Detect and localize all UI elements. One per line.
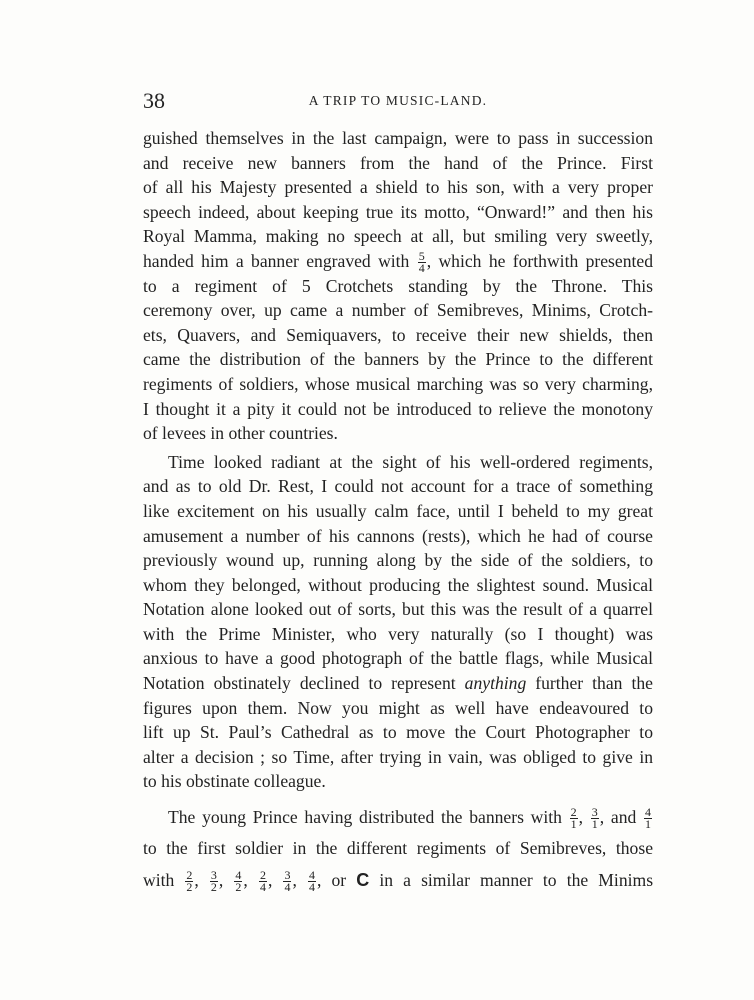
common-time-symbol: C: [356, 869, 370, 890]
fraction: $\frac{2}{1}$: [570, 805, 577, 832]
text-line: with $\frac{2}{2}$ , $\frac{3}{2}$ , $\frac{4}{2}$ , $\frac{2}{4}$ , $\frac{3}{4}$ , $\frac{4}{4}$ , or C in a similar manner to the Minims: [143, 868, 654, 895]
fraction: $\frac{3}{2}$: [210, 868, 217, 895]
page-body: [143, 126, 653, 899]
text-line: Notation alone looked out of sorts, but this was the result of a quarrel: [143, 599, 653, 620]
text-run: in a similar manner to the Minims: [379, 869, 654, 890]
text-line: ceremony over, up came a number of Semibreves, Minims, Crotch-: [143, 300, 653, 321]
text-line: whom they belonged, without producing the slightest sound. Musical: [143, 574, 653, 595]
text-line: I thought it a pity it could not be introduced to relieve the monotony: [143, 398, 653, 419]
text-run: , which he forthwith presented: [426, 250, 654, 271]
text-run: The young Prince having distributed the banners with: [168, 807, 562, 828]
text-line: Time looked radiant at the sight of his well-ordered regiments,: [168, 451, 653, 472]
fraction: $\frac{2}{2}$: [186, 868, 193, 895]
text-run: Notation obstinately declined to represent: [143, 673, 465, 694]
text-line: to his obstinate colleague.: [143, 771, 326, 792]
text-line: and as to old Dr. Rest, I could not account for a trace of something: [143, 476, 653, 497]
italic-text: anything: [464, 673, 527, 694]
text-line: of all his Majesty presented a shield to his son, with a very proper: [143, 177, 653, 198]
text-line: guished themselves in the last campaign, were to pass in succession: [143, 128, 653, 148]
text-line: previously wound up, running along by the side of the soldiers, to: [143, 550, 653, 571]
text-line: anxious to have a good photograph of the battle flags, while Musical: [143, 648, 653, 669]
fraction: $\frac{4}{4}$: [308, 868, 315, 895]
text-line: and receive new banners from the hand of the Prince. First: [143, 152, 653, 173]
text-line: lift up St. Paul’s Cathedral as to move the Court Photographer to: [143, 722, 653, 743]
text-line: The young Prince having distributed the banners with $\frac{2}{1}$ , $\frac{3}{1}$ , and $\frac{4}{1}$: [168, 805, 652, 832]
text-run: with: [143, 869, 175, 890]
text-run: further than the: [526, 673, 653, 694]
fraction: $\frac{3}{4}$: [284, 868, 291, 895]
fraction: $\frac{3}{1}$: [591, 805, 598, 832]
text-line: ets, Quavers, and Semiquavers, to receive their new shields, then: [143, 324, 653, 345]
text-line: with the Prime Minister, who very naturally (so I thought) was: [143, 623, 653, 644]
fraction: $\frac{2}{4}$: [259, 868, 266, 895]
text-line: speech indeed, about keeping true its motto, “Onward!” and then his: [143, 201, 653, 222]
paragraph: [143, 798, 653, 899]
text-line: like excitement on his usually calm face, until I beheld to my great: [143, 500, 653, 521]
text-line: [143, 249, 653, 274]
text-line: amusement a number of his cannons (rests), which he had of course: [143, 525, 653, 546]
page-number: 38: [143, 88, 165, 113]
text-line: figures upon them. Now you might as well have endeavoured to: [143, 697, 653, 718]
text-line: to the first soldier in the different regiments of Semibreves, those: [143, 838, 653, 859]
text-line: of levees in other countries.: [143, 423, 338, 444]
text-run: or: [331, 869, 347, 890]
text-line: to a regiment of 5 Crotchets standing by the Throne. This: [143, 275, 653, 296]
text-run: handed him a banner engraved with: [143, 250, 417, 271]
text-line: Royal Mamma, making no speech at all, but smiling very sweetly,: [143, 226, 653, 247]
fraction: $\frac{4}{1}$: [645, 805, 652, 832]
running-title: A TRIP TO MUSIC-LAND.: [308, 93, 488, 108]
text-line: came the distribution of the banners by the Prince to the different: [143, 349, 653, 370]
fraction: $\frac{4}{2}$: [235, 868, 242, 895]
page-header: [143, 88, 653, 114]
paragraph: [143, 126, 653, 446]
text-line: alter a decision ; so Time, after trying in vain, was obliged to give in: [143, 746, 653, 767]
text-run: and: [610, 807, 637, 828]
paragraph: [143, 450, 653, 794]
text-line: regiments of soldiers, whose musical marching was so very charming,: [143, 373, 653, 394]
fraction: $\frac{5}{4}$: [418, 249, 425, 276]
text-line: [143, 671, 653, 696]
